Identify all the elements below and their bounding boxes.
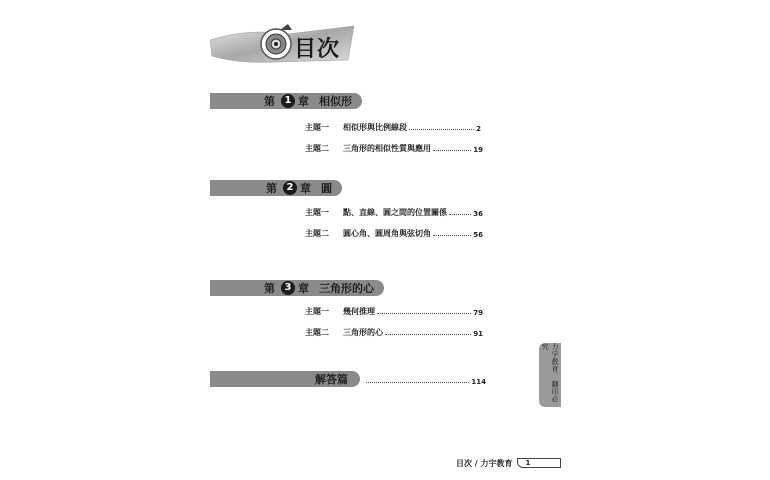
chapter-3-bar[interactable]	[210, 280, 384, 296]
answers-label: 解答篇	[315, 373, 348, 386]
topic-title: 三角形的心	[343, 328, 383, 337]
page-number: 1	[517, 458, 561, 468]
title-banner	[208, 20, 356, 66]
chapter-suffix: 章	[298, 282, 309, 295]
topic-label: 主題一	[305, 307, 329, 316]
topic-label: 主題一	[305, 208, 329, 217]
chapter-suffix: 章	[300, 182, 311, 195]
chapter-name: 圓	[321, 182, 332, 195]
side-tab-text: 力宇教育．翻印必究	[541, 343, 559, 403]
toc-entry-2-1[interactable]	[305, 206, 483, 218]
answers-page: 114	[471, 378, 486, 386]
topic-page: 56	[473, 231, 483, 239]
toc-entry-1-2[interactable]	[305, 142, 483, 154]
page-footer	[456, 456, 561, 470]
topic-page: 91	[473, 330, 483, 338]
toc-entry-2-2[interactable]	[305, 227, 483, 239]
topic-page: 19	[473, 146, 483, 154]
leader-dots	[409, 128, 474, 130]
answers-bar[interactable]	[210, 371, 360, 387]
topic-title: 三角形的相似性質與應用	[343, 144, 431, 153]
topic-label: 主題二	[305, 144, 329, 153]
chapter-prefix: 第	[264, 95, 275, 108]
chapter-prefix: 第	[266, 182, 277, 195]
leader-dots	[449, 213, 471, 215]
leader-dots	[385, 333, 471, 335]
toc-entry-1-1[interactable]	[305, 121, 481, 133]
toc-entry-3-1[interactable]	[305, 305, 483, 317]
leader-dots	[366, 381, 469, 383]
page-title: 目次	[294, 37, 341, 62]
side-tab	[539, 343, 561, 407]
chapter-number: 1	[281, 94, 295, 108]
topic-title: 點、直線、圓之間的位置關係	[343, 208, 447, 217]
leader-dots	[433, 234, 471, 236]
answers-entry[interactable]	[366, 374, 486, 386]
topic-title: 幾何推理	[343, 307, 375, 316]
chapter-prefix: 第	[264, 282, 275, 295]
chapter-number: 2	[283, 181, 297, 195]
topic-label: 主題二	[305, 328, 329, 337]
topic-page: 36	[473, 210, 483, 218]
chapter-name: 相似形	[319, 95, 352, 108]
topic-title: 相似形與比例線段	[343, 123, 407, 132]
topic-title: 圓心角、圓周角與弦切角	[343, 229, 431, 238]
chapter-suffix: 章	[298, 95, 309, 108]
leader-dots	[433, 149, 471, 151]
chapter-name: 三角形的心	[319, 282, 374, 295]
footer-text: 目次 / 力宇教育	[456, 458, 513, 468]
topic-label: 主題一	[305, 123, 329, 132]
leader-dots	[377, 312, 471, 314]
toc-entry-3-2[interactable]	[305, 326, 483, 338]
topic-page: 2	[476, 125, 481, 133]
chapter-number: 3	[281, 281, 295, 295]
chapter-2-bar[interactable]	[210, 180, 342, 196]
target-icon	[261, 24, 292, 59]
topic-label: 主題二	[305, 229, 329, 238]
chapter-1-bar[interactable]	[210, 93, 362, 109]
topic-page: 79	[473, 309, 483, 317]
